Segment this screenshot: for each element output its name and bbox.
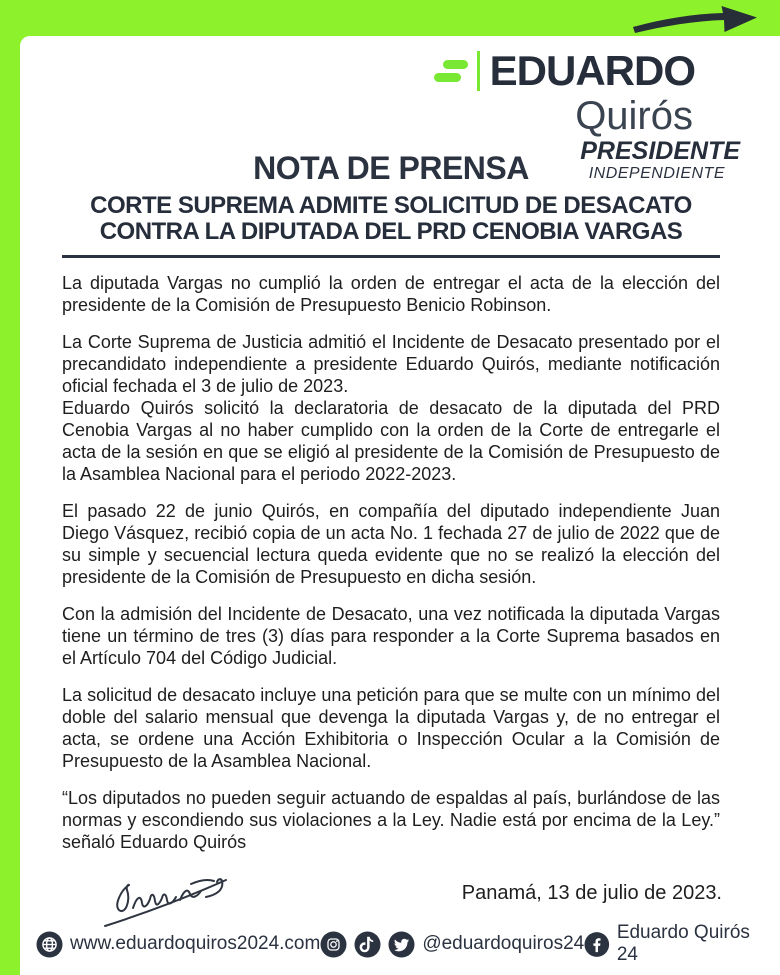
body-paragraph: Eduardo Quirós solicitó la declaratoria de desacato de la diputada del PRD Cenobia Vargas al no haber cumplido con la orden de la Corte de entregarle el acta de la sesión en que se eligió al presidente de la Comisión de Presupuesto de la Asamblea Nacional para el periodo 2022-2023. (62, 398, 720, 485)
body-paragraph: Con la admisión del Incidente de Desacato, una vez notificada la diputada Vargas tiene un término de tres (3) días para responder a la Corte Suprema basados en el Artículo 704 del Código Judicial. (62, 604, 720, 669)
body-paragraph: “Los diputados no pueden seguir actuando de espaldas al país, burlándose de las normas y escondiendo sus violaciones a la Ley. Nadie está por encima de la Ley.” señaló Eduardo Quirós (62, 788, 720, 853)
body-paragraph: La Corte Suprema de Justicia admitió el Incidente de Desacato presentado por el precandidato independiente a presidente Eduardo Quirós, mediante notificación oficial fechada el 3 de julio de 2023. (62, 332, 720, 397)
body-paragraph: La diputada Vargas no cumplió la orden de entregar el acta de la elección del presidente de la Comisión de Presupuesto Benicio Robinson. (62, 273, 720, 316)
press-release-page (20, 36, 780, 975)
social-handle: @eduardoquiros24 (422, 933, 585, 954)
press-note-kicker: NOTA DE PRENSA (253, 150, 529, 186)
footer-social-group (320, 931, 584, 958)
footer-website-group (36, 931, 320, 958)
footer-facebook-group (584, 922, 768, 966)
instagram-icon (320, 931, 347, 958)
headline-line-2: CONTRA LA DIPUTADA DEL PRD CENOBIA VARGAS (99, 217, 683, 245)
logo-title: PRESIDENTE (580, 137, 740, 165)
document-content (20, 150, 780, 853)
campaign-logo (434, 47, 740, 183)
body-paragraph: El pasado 22 de junio Quirós, en compañía del diputado independiente Juan Diego Vásquez, recibió copia de un acta No. 1 fechada 27 de julio de 2022 que de su simple y secuencial lectura queda evidente que no se realizó la elección del presidente de la Comisión de Presupuesto en dicha sesión. (62, 501, 720, 588)
body-paragraph: La solicitud de desacato incluye una petición para que se multe con un mínimo del doble del salario mensual que devenga la diputada Vargas y, de no entregar el acta, se ordene una Acción Exhibitoria o Inspección Ocular a la Comisión de Presupuesto de la Asamblea Nacional. (62, 685, 720, 772)
facebook-icon (584, 931, 610, 958)
headline-line-1: CORTE SUPREMA ADMITE SOLICITUD DE DESACATO (90, 192, 692, 219)
twitter-icon (388, 931, 415, 958)
dateline: Panamá, 13 de julio de 2023. (461, 882, 722, 904)
body-paragraphs (62, 272, 720, 853)
website-url: www.eduardoquiros2024.com (70, 933, 321, 954)
tiktok-icon (354, 931, 381, 958)
equals-logo-icon (434, 59, 468, 83)
facebook-page-name: Eduardo Quirós 24 (616, 922, 750, 965)
right-arrow-icon (628, 2, 762, 36)
globe-icon (36, 931, 63, 958)
brand-first-name: EDUARDO (489, 47, 695, 94)
headline-divider (62, 255, 720, 258)
logo-subtitle: INDEPENDIENTE (588, 165, 725, 183)
logo-divider (477, 51, 480, 91)
brand-last-name: Quirós (575, 94, 693, 138)
headline (62, 193, 720, 244)
footer-bar (36, 922, 768, 966)
